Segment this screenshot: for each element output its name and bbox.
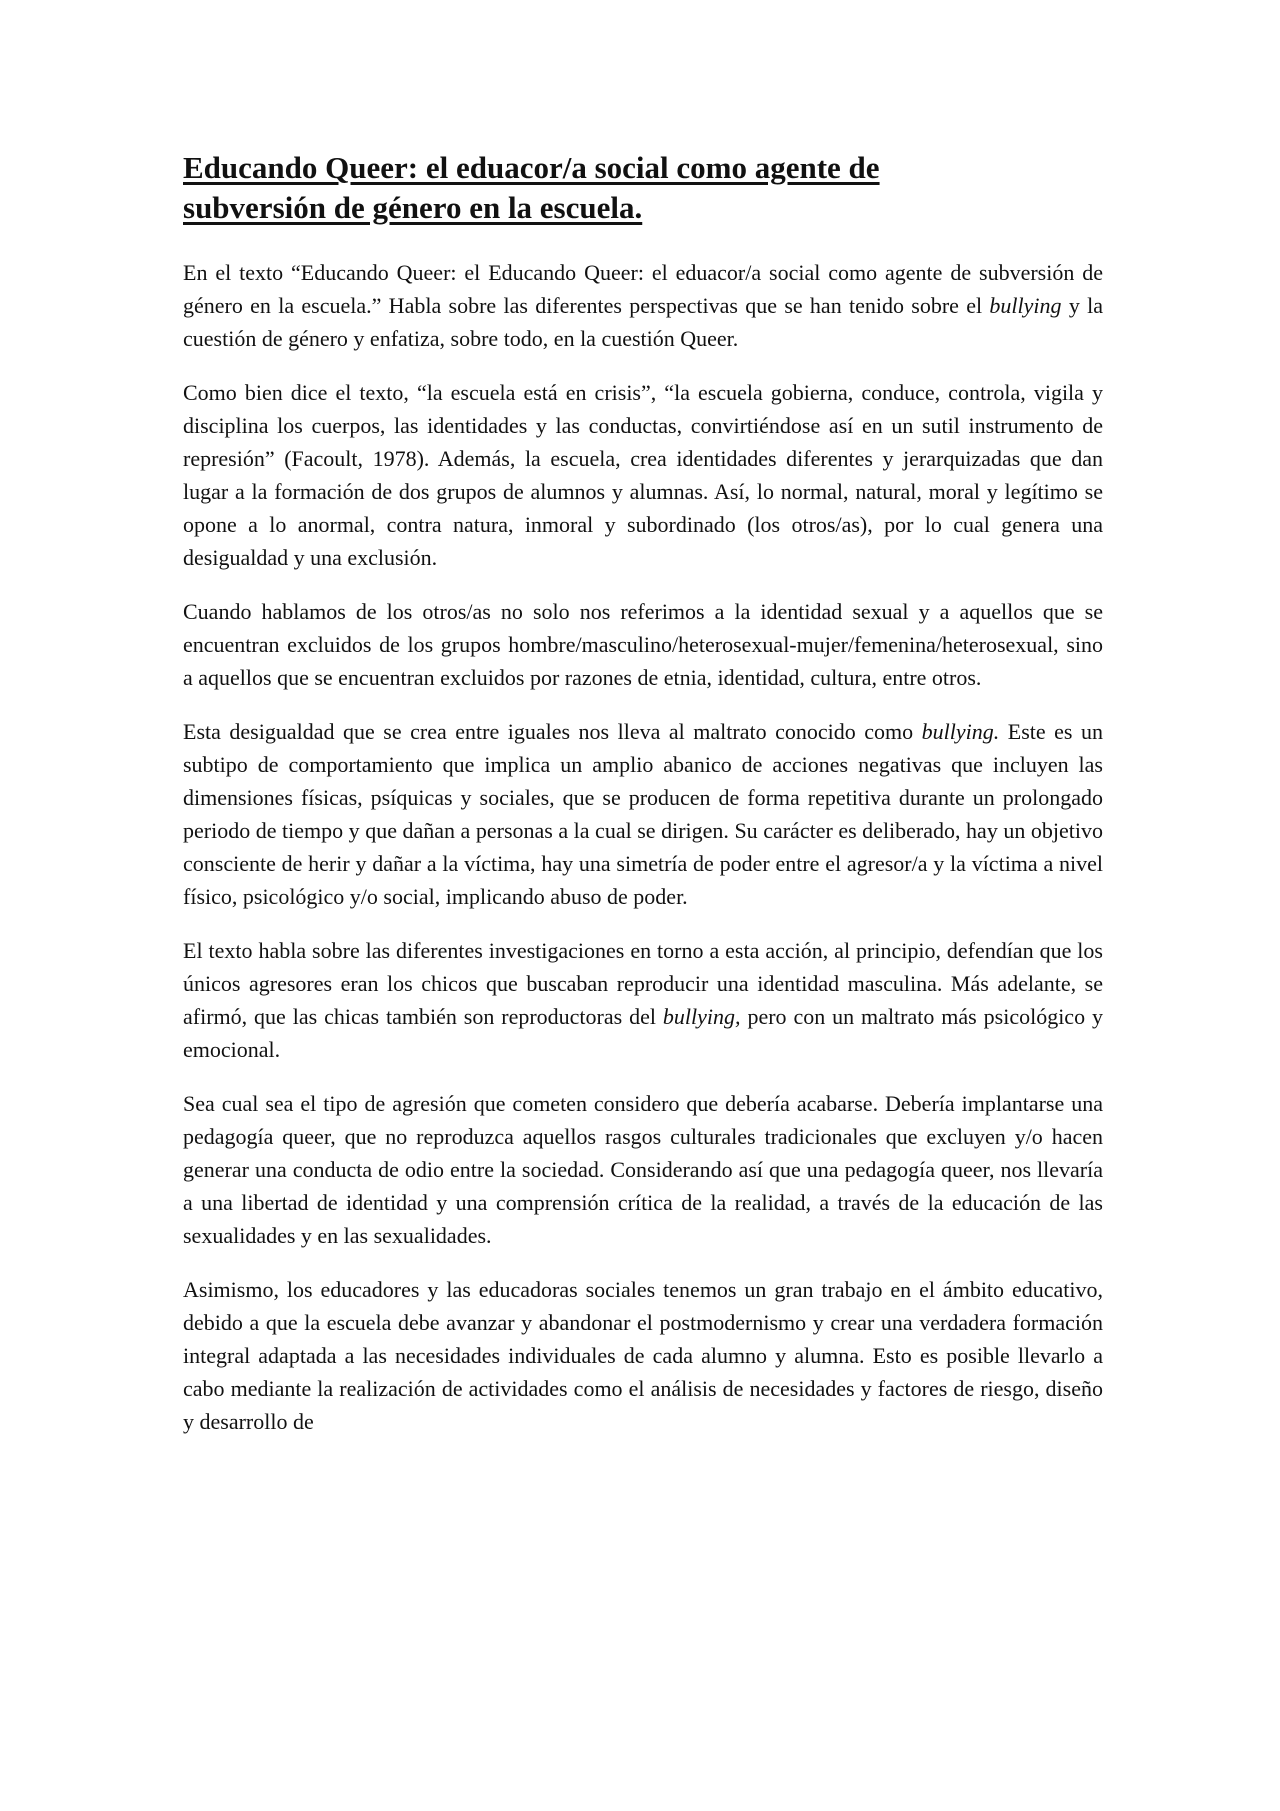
paragraph-3: Cuando hablamos de los otros/as no solo nos referimos a la identidad sexual y a aquellos que se encuentran excluidos de los grupos hombre/masculino/heterosexual-mujer/femenina/heterosexual, sino a aquellos que se encuentran excluidos por razones de etnia, identidad, cultura, entre otros. (183, 599, 1103, 690)
title-line-1: Educando Queer: el eduacor/a social como agente de (183, 150, 880, 185)
paragraph-6: Sea cual sea el tipo de agresión que cometen considero que debería acabarse. Debería implantarse una pedagogía queer, que no reproduzca aquellos rasgos culturales tradicionales que excluyen y/o hacen generar una conducta de odio entre la sociedad. Considerando así que una pedagogía queer, nos llevaría a una libertad de identidad y una comprensión crítica de la realidad, a través de la educación de las sexualidades y en las sexualidades. (183, 1091, 1103, 1248)
emphasis-bullying: bullying, (662, 1004, 741, 1029)
emphasis-bullying: bullying (989, 293, 1062, 318)
document-title (183, 148, 1103, 228)
paragraph-5: El texto habla sobre las diferentes investigaciones en torno a esta acción, al principio, defendían que los únicos agresores eran los chicos que buscaban reproducir una identidad masculina. Más adelante, se afirmó, que las chicas también son reproductoras del bullying, pero con un maltrato más psicológico y emocional. (183, 938, 1103, 1062)
paragraph-2: Como bien dice el texto, “la escuela está en crisis”, “la escuela gobierna, conduce, controla, vigila y disciplina los cuerpos, las identidades y las conductas, convirtiéndose así en un sutil instrumento de represión” (Facoult, 1978). Además, la escuela, crea identidades diferentes y jerarquizadas que dan lugar a la formación de dos grupos de alumnos y alumnas. Así, lo normal, natural, moral y legítimo se opone a lo anormal, contra natura, inmoral y subordinado (los otros/as), por lo cual genera una desigualdad y una exclusión. (183, 380, 1103, 570)
title-line-2: subversión de género en la escuela. (183, 190, 643, 225)
document-page (183, 148, 1103, 1459)
paragraph-4: Esta desigualdad que se crea entre iguales nos lleva al maltrato conocido como bullying. Este es un subtipo de comportamiento que implica un amplio abanico de acciones negativas que incluyen las dimensiones físicas, psíquicas y sociales, que se producen de forma repetitiva durante un prolongado periodo de tiempo y que dañan a personas a la cual se dirigen. Su carácter es deliberado, hay un objetivo consciente de herir y dañar a la víctima, hay una simetría de poder entre el agresor/a y la víctima a nivel físico, psicológico y/o social, implicando abuso de poder. (183, 719, 1104, 909)
paragraph-1: En el texto “Educando Queer: el Educando Queer: el eduacor/a social como agente de subversión de género en la escuela.” Habla sobre las diferentes perspectivas que se han tenido sobre el bullying y la cuestión de género y enfatiza, sobre todo, en la cuestión Queer. (183, 260, 1103, 351)
emphasis-bullying: bullying. (921, 719, 1000, 744)
paragraph-7: Asimismo, los educadores y las educadoras sociales tenemos un gran trabajo en el ámbito educativo, debido a que la escuela debe avanzar y abandonar el postmodernismo y crear una verdadera formación integral adaptada a las necesidades individuales de cada alumno y alumna. Esto es posible llevarlo a cabo mediante la realización de actividades como el análisis de necesidades y factores de riesgo, diseño y desarrollo de (183, 1277, 1103, 1434)
